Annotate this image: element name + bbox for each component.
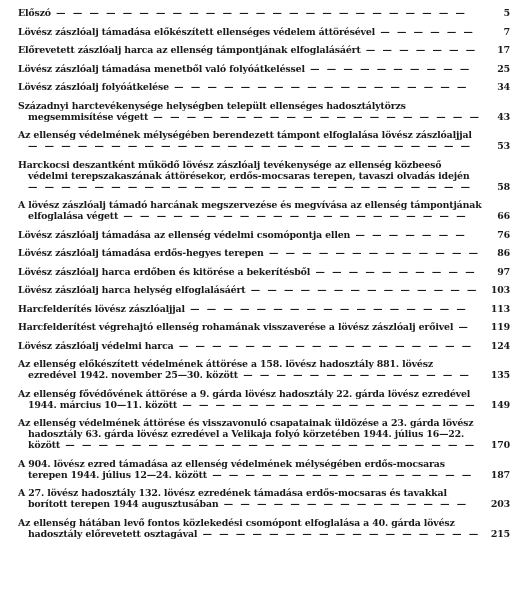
dash-leader: — — — — — — — — — — — — — — — — — (184, 303, 468, 315)
toc-entry-page-number: 203 (490, 499, 510, 510)
toc-entry-text: Lövész zászlóalj támadása előkészített ellenséges védelem áttörésével (18, 26, 376, 38)
toc-entry[interactable] (18, 248, 510, 259)
toc-entry-title (18, 359, 484, 381)
dash-leader: — — — — — — — — — — — — — — — — — — — — — (118, 211, 468, 222)
toc-entry-page-number: 149 (490, 399, 510, 411)
toc-entry-page-number: 119 (490, 322, 510, 333)
toc-entry-text: Az ellenség védelmének mélységében berendezett támpont elfoglalása lövész zászlóaljjal (18, 130, 472, 141)
toc-entry[interactable] (18, 359, 510, 381)
dash-leader: — — — — — — — — — — — — — — — — — — (168, 82, 469, 93)
toc-entry[interactable] (18, 322, 510, 333)
toc-entry-text: A 904. lövész ezred támadása az ellenség védelmének mélységében erdős-mocsaras terepen 1944. július 12—24. között (18, 458, 445, 481)
toc-entry-page-number: 86 (497, 248, 510, 259)
toc-entry[interactable] (18, 101, 510, 123)
toc-entry-title (18, 160, 484, 193)
toc-entry[interactable] (18, 389, 510, 411)
toc-entry-title (18, 459, 484, 481)
toc-entry[interactable] (18, 518, 510, 540)
toc-entry-page-number: 215 (490, 528, 510, 540)
dash-leader: — — — — — — — — — — — — — — — — — — — — — — — — — — — (28, 141, 472, 152)
toc-entry[interactable] (18, 130, 510, 152)
toc-entry-title (18, 418, 484, 451)
toc-entry-title (18, 267, 484, 278)
table-of-contents (18, 8, 510, 547)
toc-entry-text: Lövész zászlóalj támadása az ellenség védelmi csomópontja ellen (18, 229, 351, 241)
dash-leader: — — — — — — — — — — — — — (263, 248, 480, 259)
toc-entry-text: Az ellenség előkészített védelmének áttörése a 158. lövész hadosztály 881. lövész ezredével 1942. november 25—30. között (18, 359, 434, 381)
dash-leader: — — — — — — — — — — — — — — — — — — — — — — — — — (50, 8, 467, 19)
dash-leader: — — — — — — — — — — — — — — — — — — — — — — — — — — — (28, 181, 472, 193)
toc-entry-text: Az ellenség hátában levő fontos közlekedési csomópont elfoglalása a 40. gárda lövész hadosztály előrevetett osztagával (18, 517, 455, 540)
toc-entry[interactable] (18, 200, 510, 222)
toc-entry-page-number: 66 (497, 211, 510, 222)
toc-entry-page-number: 17 (497, 45, 510, 56)
dash-leader: — — — — — — — — — — — — — — — — — — — — (148, 111, 481, 123)
dash-leader: — — — — — — — — — — — — — — — — — — (177, 399, 477, 411)
toc-entry-title (18, 248, 484, 259)
toc-entry-text: Harcfelderítés lövész zászlóaljjal (18, 303, 185, 315)
toc-entry-title (18, 230, 484, 241)
dash-leader: — — — — — — — — — — (304, 63, 472, 75)
dash-leader: — — — — — — — — — — (310, 266, 477, 278)
toc-entry-title (18, 322, 484, 333)
toc-entry-text: Lövész zászlóalj támadása erdős-hegyes terepen (18, 248, 264, 259)
toc-entry-text: Harckocsi deszantként működő lövész zászlóalj tevékenysége az ellenség közbeeső védelmi terepszakaszának áttörésekor, erdős-mocsaras terepen, tavaszi olvadás idején (18, 159, 470, 182)
toc-entry-page-number: 58 (497, 181, 510, 193)
toc-entry-text: Előrevetett zászlóalj harca az ellenség támpontjának elfoglalásáért (18, 45, 361, 56)
toc-entry[interactable] (18, 459, 510, 481)
dash-leader: — — — — — — — — — — — — — — — (218, 499, 469, 510)
dash-leader: — — — — — — — (350, 229, 467, 241)
toc-entry-text: Lövész zászlóalj védelmi harca (18, 340, 174, 352)
toc-entry-page-number: 34 (497, 82, 510, 93)
toc-entry-title (18, 8, 484, 19)
toc-entry-text: Lövész zászlóalj folyóátkelése (18, 82, 169, 93)
toc-entry-title (18, 389, 484, 411)
toc-entry-text: Előszó (18, 8, 51, 19)
toc-entry-title (18, 304, 484, 315)
toc-entry-text: Az ellenség fővédővének áttörése a 9. gárda lövész hadosztály 22. gárda lövész ezredével 1944. március 10—11. között (18, 388, 471, 411)
toc-entry[interactable] (18, 82, 510, 93)
dash-leader: — — — — — — (375, 26, 475, 38)
toc-entry[interactable] (18, 8, 510, 19)
toc-entry-page-number: 97 (497, 266, 510, 278)
toc-entry-page-number: 76 (497, 229, 510, 241)
toc-entry-page-number: 5 (503, 8, 510, 19)
toc-entry-title (18, 518, 484, 540)
toc-entry-title (18, 341, 484, 352)
toc-entry[interactable] (18, 230, 510, 241)
dash-leader: — — — — — — — — — — — — — — — — — — — — — — — — — (60, 440, 477, 451)
toc-entry-text: Lövész zászlóalj harca erdőben és kitörése a bekerítésből (18, 266, 311, 278)
toc-entry-text: Az ellenség védelmének áttörése és visszavonuló csapatainak üldözése a 23. gárda lövész hadosztály 63. gárda lövész ezredével a Velikaja folyó körzetében 1944. július 16—22. között (18, 418, 474, 451)
toc-entry[interactable] (18, 304, 510, 315)
toc-entry-text: Harcfelderítést végrehajtó ellenség rohamának visszaverése a lövész zászlóalj erőivel (18, 322, 454, 333)
dash-leader: — — — — — — — — — — — — — — — — — — (173, 340, 474, 352)
toc-entry[interactable] (18, 64, 510, 75)
toc-entry-title (18, 64, 484, 75)
toc-entry-page-number: 7 (503, 26, 510, 38)
toc-entry-page-number: 43 (497, 111, 510, 123)
toc-entry-title (18, 488, 484, 510)
toc-entry-page-number: 53 (497, 141, 510, 152)
toc-entry-page-number: 113 (490, 303, 510, 315)
toc-entry[interactable] (18, 267, 510, 278)
toc-entry-title (18, 27, 484, 38)
toc-entry-title (18, 45, 484, 56)
toc-entry[interactable] (18, 45, 510, 56)
toc-entry-title (18, 130, 484, 152)
toc-entry-page-number: 187 (490, 469, 510, 481)
toc-entry[interactable] (18, 27, 510, 38)
dash-leader: — — — — — — — (360, 45, 478, 56)
toc-entry[interactable] (18, 285, 510, 296)
toc-entry-title (18, 101, 484, 123)
toc-entry-title (18, 200, 484, 222)
toc-entry-text: Lövész zászlóalj támadása menetből való folyóátkeléssel (18, 63, 305, 75)
toc-entry[interactable] (18, 341, 510, 352)
toc-entry-title (18, 82, 484, 93)
toc-entry-page-number: 170 (490, 440, 510, 451)
toc-entry-text: Századnyi harctevékenysége helységben települt ellenséges hadosztálytörzs megsemmisítése végett (18, 100, 406, 123)
toc-entry-page-number: 135 (490, 370, 510, 381)
toc-entry-title (18, 285, 484, 296)
toc-entry-page-number: 103 (490, 285, 510, 296)
toc-entry-text: A lövész zászlóalj támadó harcának megszervezése és megvívása az ellenség támpontjának elfoglalása végett (18, 200, 482, 222)
dash-leader: — (453, 322, 470, 333)
dash-leader: — — — — — — — — — — — — — — (237, 370, 471, 381)
toc-entry[interactable] (18, 160, 510, 193)
dash-leader: — — — — — — — — — — — — — — — — — (197, 528, 481, 540)
toc-entry[interactable] (18, 418, 510, 451)
dash-leader: — — — — — — — — — — — — — — — — (207, 469, 474, 481)
toc-entry-page-number: 124 (490, 340, 510, 352)
dash-leader: — — — — — — — — — — — — — — (245, 285, 479, 296)
toc-entry-text: Lövész zászlóalj harca helység elfoglalásáért (18, 285, 246, 296)
toc-entry[interactable] (18, 488, 510, 510)
toc-entry-text: A 27. lövész hadosztály 132. lövész ezredének támadása erdős-mocsaras és tavakkal borított terepen 1944 augusztusában (18, 488, 447, 510)
toc-entry-page-number: 25 (497, 63, 510, 75)
